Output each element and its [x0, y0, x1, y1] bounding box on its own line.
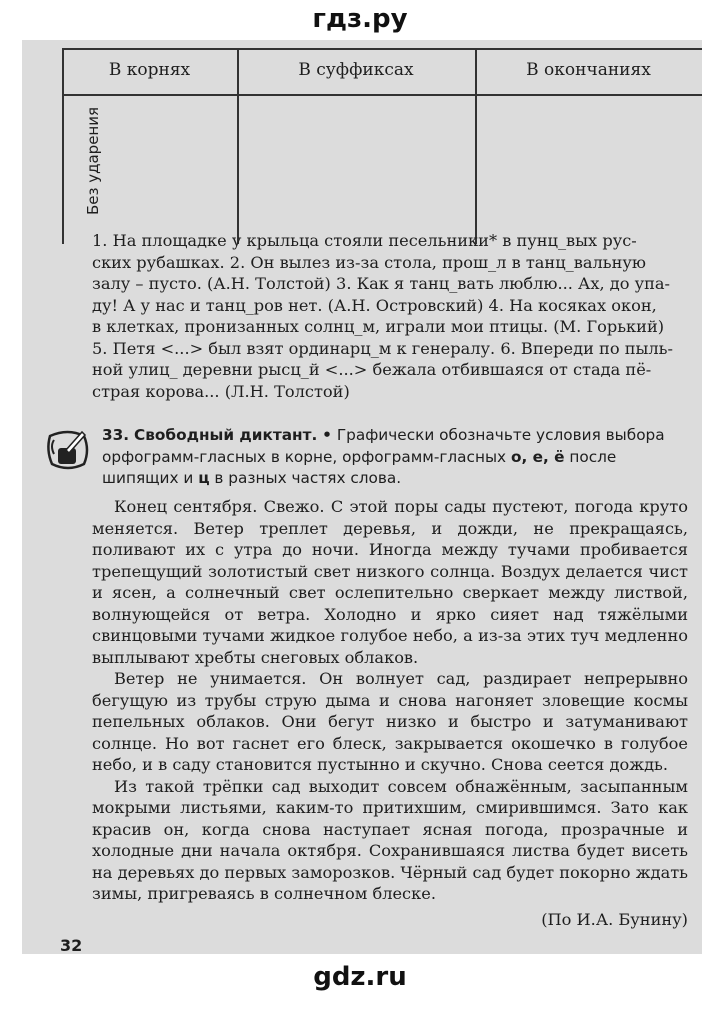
- table-header-roots: В корнях: [108, 60, 191, 80]
- table-row-label: Без ударения: [84, 106, 102, 216]
- table-header-endings: В окончаниях: [526, 60, 651, 80]
- task-instruction: после: [564, 447, 617, 466]
- task-instruction: орфограмм-гласных в корне, орфограмм-гласных: [102, 447, 511, 466]
- table-header-border: [62, 94, 702, 96]
- task-letter: ц: [198, 469, 210, 487]
- dictation-text: [92, 496, 688, 930]
- task-bullet: •: [322, 426, 332, 444]
- task-instruction: Графически обозначьте условия выбора: [336, 426, 665, 444]
- sentence-line: ских рубашках. 2. Он вылез из-за стола, прош_л в танц_вальную: [92, 252, 646, 272]
- pen-inkwell-icon: [44, 426, 92, 474]
- task-33: [102, 425, 700, 490]
- dictation-paragraph: Из такой трёпки сад выходит совсем обнажённым, засыпанным мокрыми листьями, каким-то притихшим, смирившимся. Зато как красив он, когда снова наступает ясная погода, прозрачные и холодные дни начала октября. Сохранившаяся листва будет висеть на деревьях до первых заморозков. Чёрный сад будет покорно ждать зимы, пригреваясь в солнечном блеске.: [92, 776, 688, 903]
- spelling-table: [62, 48, 702, 244]
- task-letters: о, е, ё: [510, 447, 565, 466]
- sentence-line: страя корова... (Л.Н. Толстой): [92, 381, 350, 401]
- textbook-page: [22, 40, 702, 954]
- sentence-line: 1. На площадке у крыльца стояли песельники* в пунц_вых рус-: [92, 231, 637, 250]
- site-footer: gdz.ru: [313, 962, 407, 992]
- dictation-paragraph: Ветер не унимается. Он волнует сад, раздирает непрерывно бегущую из трубы струю дыма и снова нагоняет зловещие космы пепельных облаков. Они бегут низко и быстро и затуманивают солнце. Но вот гаснет его блеск, закрывается окошечко в голубое небо, и в саду становится пустынно и скучно. Снова сеется дождь.: [92, 669, 688, 774]
- task-title: Свободный диктант.: [133, 426, 318, 444]
- task-instruction: в разных частях слова.: [209, 469, 402, 487]
- exercise-sentences: [92, 230, 688, 402]
- page-number: 32: [60, 936, 83, 955]
- sentence-line: ной улиц_ деревни рысц_й <...> бежала отбившаяся от стада пё-: [92, 360, 652, 379]
- sentence-line: залу – пусто. (А.Н. Толстой) 3. Как я танц_вать люблю... Ах, до упа-: [92, 274, 671, 293]
- site-header: гдз.ру: [312, 4, 408, 34]
- task-instruction: шипящих и: [102, 469, 199, 487]
- dictation-paragraph: Конец сентября. Свежо. С этой поры сады пустеют, погода круто меняется. Ветер треплет деревья, и дожди, не прекращаясь, поливают их с утра до ночи. Иногда между тучами пробивается трепещущий золотистый свет низкого солнца. Воздух делается чист и ясен, а солнечный свет ослепительно сверкает между листвой, волнующейся от ветра. Холодно и ярко сияет над тяжёлыми свинцовыми тучами жидкое голубое небо, а из-за этих туч медленно выплывают хребты снеговых облаков.: [92, 497, 688, 667]
- table-top-border: [62, 48, 702, 50]
- table-header-suffixes: В суффиксах: [298, 60, 414, 80]
- sentence-line: в клетках, пронизанных солнц_м, играли мои птицы. (М. Горький): [92, 317, 665, 336]
- sentence-line: ду! А у нас и танц_ров нет. (А.Н. Островский) 4. На косяках окон,: [92, 295, 657, 315]
- sentence-line: 5. Петя <...> был взят ординарц_м к генералу. 6. Впереди по пыль-: [92, 338, 673, 358]
- task-number: 33.: [102, 426, 130, 444]
- dictation-attribution: (По И.А. Бунину): [541, 909, 688, 929]
